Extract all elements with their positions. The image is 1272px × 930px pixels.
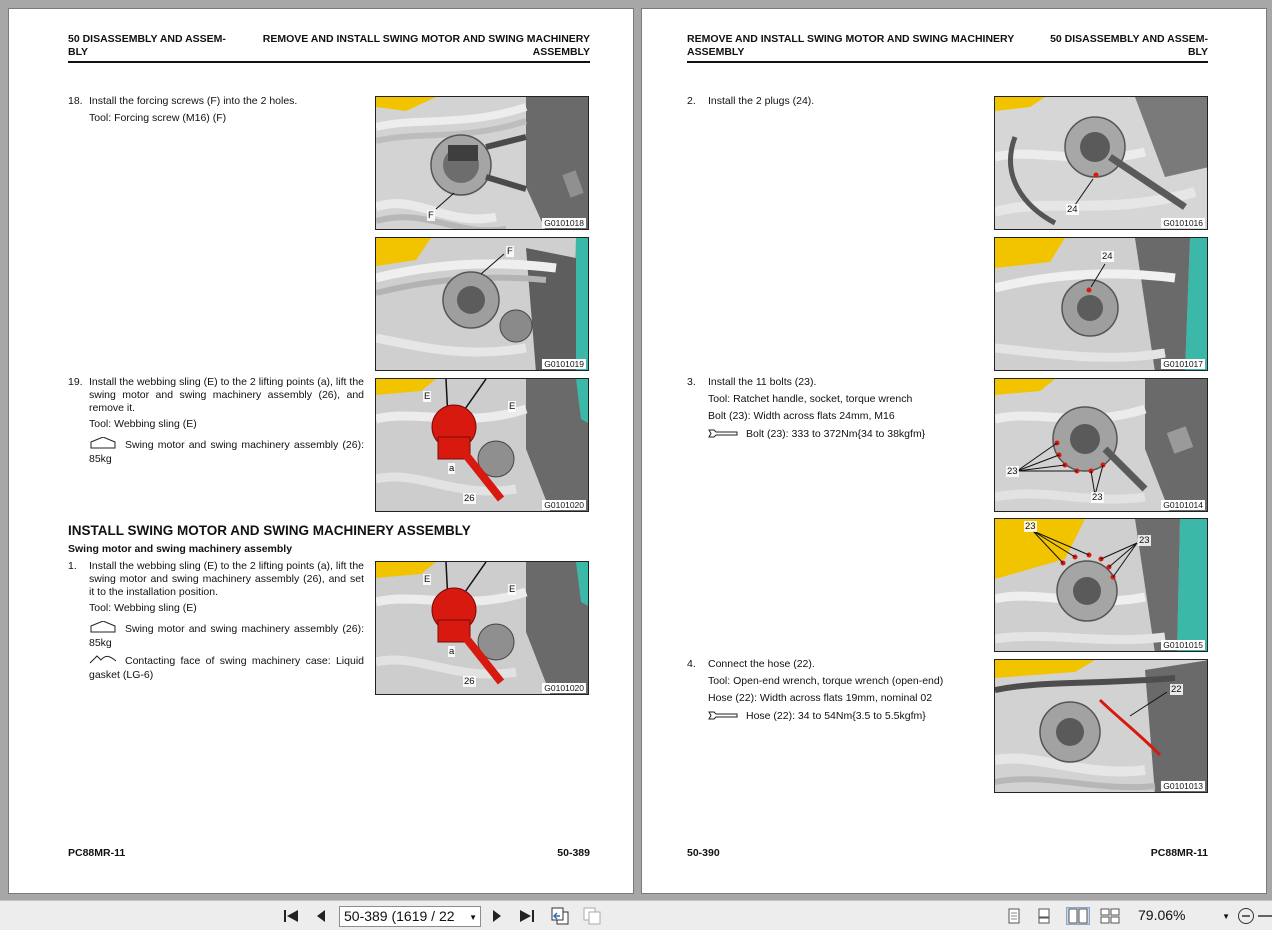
go-forward-view-button[interactable] (581, 907, 603, 925)
figure-id: G0101019 (544, 359, 584, 369)
step-number: 3. (687, 376, 696, 388)
torque-note (708, 710, 983, 724)
weight-icon (89, 621, 117, 637)
weight-text: Swing motor and swing machinery assembly (26): 85kg (89, 623, 364, 649)
step-number: 4. (687, 658, 696, 670)
figure-forcing-screws (375, 96, 589, 230)
figure-id: G0101020 (544, 500, 584, 510)
header-title: REMOVE AND INSTALL SWING MOTOR AND SWING MACHINERY ASSEMBLY (687, 33, 1015, 58)
step-text: Install the 2 plugs (24). (708, 95, 815, 107)
viewer-toolbar (0, 900, 1272, 930)
go-back-view-button[interactable] (549, 907, 571, 925)
two-page-continuous-icon (1100, 908, 1120, 924)
document-page-left (8, 8, 634, 894)
figure-callout: a (449, 463, 455, 474)
single-page-continuous-view-button[interactable] (1034, 907, 1054, 925)
step-number: 18. (68, 95, 83, 107)
figure-id: G0101018 (544, 218, 584, 228)
figure-id: G0101016 (1163, 218, 1203, 228)
torque-text: Bolt (23): 333 to 372Nm{34 to 38kgfm} (746, 428, 926, 441)
header-rule (687, 61, 1208, 63)
figure-callout: a (449, 646, 455, 657)
step-4 (687, 658, 983, 724)
install-step-1 (68, 560, 364, 681)
figure-callout: F (428, 210, 434, 221)
footer-page-number: 50-389 (557, 847, 590, 859)
figure-callout: 23 (1025, 521, 1036, 532)
step-number: 2. (687, 95, 696, 107)
single-page-view-button[interactable] (1004, 907, 1024, 925)
weight-note (89, 437, 364, 466)
single-page-icon (1007, 908, 1021, 924)
figure-callout: E (424, 391, 431, 402)
gasket-note (89, 653, 364, 682)
figure-callout: E (509, 584, 516, 595)
weight-icon (89, 437, 117, 453)
gasket-text: Contacting face of swing machinery case: Liquid gasket (LG-6) (89, 654, 364, 681)
figure-forcing-screws-detail (375, 237, 589, 371)
two-page-icon (1068, 908, 1088, 924)
figure-id: G0101013 (1163, 781, 1203, 791)
figure-install-bolts (994, 378, 1208, 512)
next-page-icon (491, 909, 503, 923)
last-page-button[interactable] (517, 907, 537, 925)
figure-id: G0101014 (1163, 500, 1203, 510)
figure-callout: 23 (1092, 492, 1103, 503)
figure-callout: E (424, 574, 431, 585)
last-page-icon (518, 909, 536, 923)
torque-note (708, 428, 983, 442)
two-page-continuous-view-button[interactable] (1098, 907, 1122, 925)
figure-callout: 22 (1171, 684, 1182, 695)
wrench-icon (708, 710, 738, 724)
figure-callout: 24 (1067, 204, 1078, 215)
figure-callout: 23 (1139, 535, 1150, 546)
figure-callout: 26 (464, 676, 475, 687)
header-chapter: 50 DISASSEMBLY AND ASSEM- BLY (1050, 33, 1208, 58)
document-page-right (641, 8, 1267, 894)
previous-view-icon (550, 907, 570, 925)
first-page-icon (282, 909, 300, 923)
figure-lift-swing-motor (375, 378, 589, 512)
wrench-icon (708, 428, 738, 442)
header-rule (68, 61, 590, 63)
step-tool: Tool: Webbing sling (E) (89, 418, 197, 431)
figure-callout: 23 (1007, 466, 1018, 477)
section-subtitle: Swing motor and swing machinery assembly (68, 543, 293, 555)
header-title: REMOVE AND INSTALL SWING MOTOR AND SWING MACHINERY ASSEMBLY (262, 33, 590, 58)
page-number-field[interactable] (339, 906, 481, 927)
step-text: Install the webbing sling (E) to the 2 lifting points (a), lift the swing motor and swing machinery assembly (26), and set it to the installation position. (89, 560, 364, 598)
chevron-down-icon: ▼ (1222, 912, 1230, 921)
torque-text: Hose (22): 34 to 54Nm{3.5 to 5.5kgfm} (746, 710, 926, 723)
figure-id: G0101017 (1163, 359, 1203, 369)
chevron-down-icon: ▼ (469, 913, 477, 922)
section-title: INSTALL SWING MOTOR AND SWING MACHINERY ASSEMBLY (68, 523, 471, 538)
step-19 (68, 376, 364, 466)
figure-install-plugs (994, 96, 1208, 230)
step-tool: Tool: Forcing screw (M16) (F) (89, 111, 227, 124)
figure-callout: 24 (1102, 251, 1113, 262)
weight-text: Swing motor and swing machinery assembly (26): 85kg (89, 439, 364, 465)
page-number-value: 50-389 (1619 / 22 (344, 908, 455, 924)
step-3 (687, 376, 983, 442)
continuous-page-icon (1037, 908, 1051, 924)
step-tool: Tool: Ratchet handle, socket, torque wrench (708, 392, 913, 405)
figure-install-plugs-detail (994, 237, 1208, 371)
figure-install-bolts-detail (994, 518, 1208, 652)
zoom-value: 79.06% (1138, 907, 1186, 923)
figure-callout: 26 (464, 493, 475, 504)
step-number: 19. (68, 376, 83, 388)
first-page-button[interactable] (281, 907, 301, 925)
zoom-select[interactable] (1138, 907, 1233, 926)
step-number: 1. (68, 560, 77, 572)
footer-model: PC88MR-11 (1150, 847, 1208, 859)
next-page-button[interactable] (487, 907, 507, 925)
step-text: Install the 11 bolts (23). (708, 376, 817, 388)
figure-id: G0101015 (1163, 640, 1203, 650)
figure-callout: E (509, 401, 516, 412)
step-spec: Hose (22): Width across flats 19mm, nominal 02 (708, 691, 933, 704)
step-18 (68, 95, 364, 125)
step-tool: Tool: Open-end wrench, torque wrench (open-end) (708, 674, 944, 687)
previous-page-icon (315, 909, 327, 923)
footer-model: PC88MR-11 (68, 847, 126, 859)
previous-page-button[interactable] (311, 907, 331, 925)
gasket-icon (89, 653, 117, 669)
step-text: Connect the hose (22). (708, 658, 815, 670)
figure-callout: F (507, 246, 513, 257)
figure-install-swing-motor (375, 561, 589, 695)
header-chapter: 50 DISASSEMBLY AND ASSEM- BLY (68, 33, 226, 58)
figure-connect-hose (994, 659, 1208, 793)
step-text: Install the webbing sling (E) to the 2 lifting points (a), lift the swing motor and swing machinery assembly (26), and remove it. (89, 376, 364, 414)
next-view-icon (582, 907, 602, 925)
step-text: Install the forcing screws (F) into the 2 holes. (89, 95, 298, 107)
footer-page-number: 50-390 (687, 847, 720, 859)
step-2 (687, 95, 983, 108)
weight-note (89, 621, 364, 650)
step-spec: Bolt (23): Width across flats 24mm, M16 (708, 409, 895, 422)
zoom-out-button[interactable] (1236, 907, 1256, 925)
step-tool: Tool: Webbing sling (E) (89, 602, 197, 615)
zoom-out-icon (1237, 907, 1255, 925)
figure-id: G0101020 (544, 683, 584, 693)
zoom-slider[interactable] (1258, 907, 1272, 925)
zoom-slider-icon (1258, 914, 1272, 918)
two-page-view-button[interactable] (1066, 907, 1090, 925)
